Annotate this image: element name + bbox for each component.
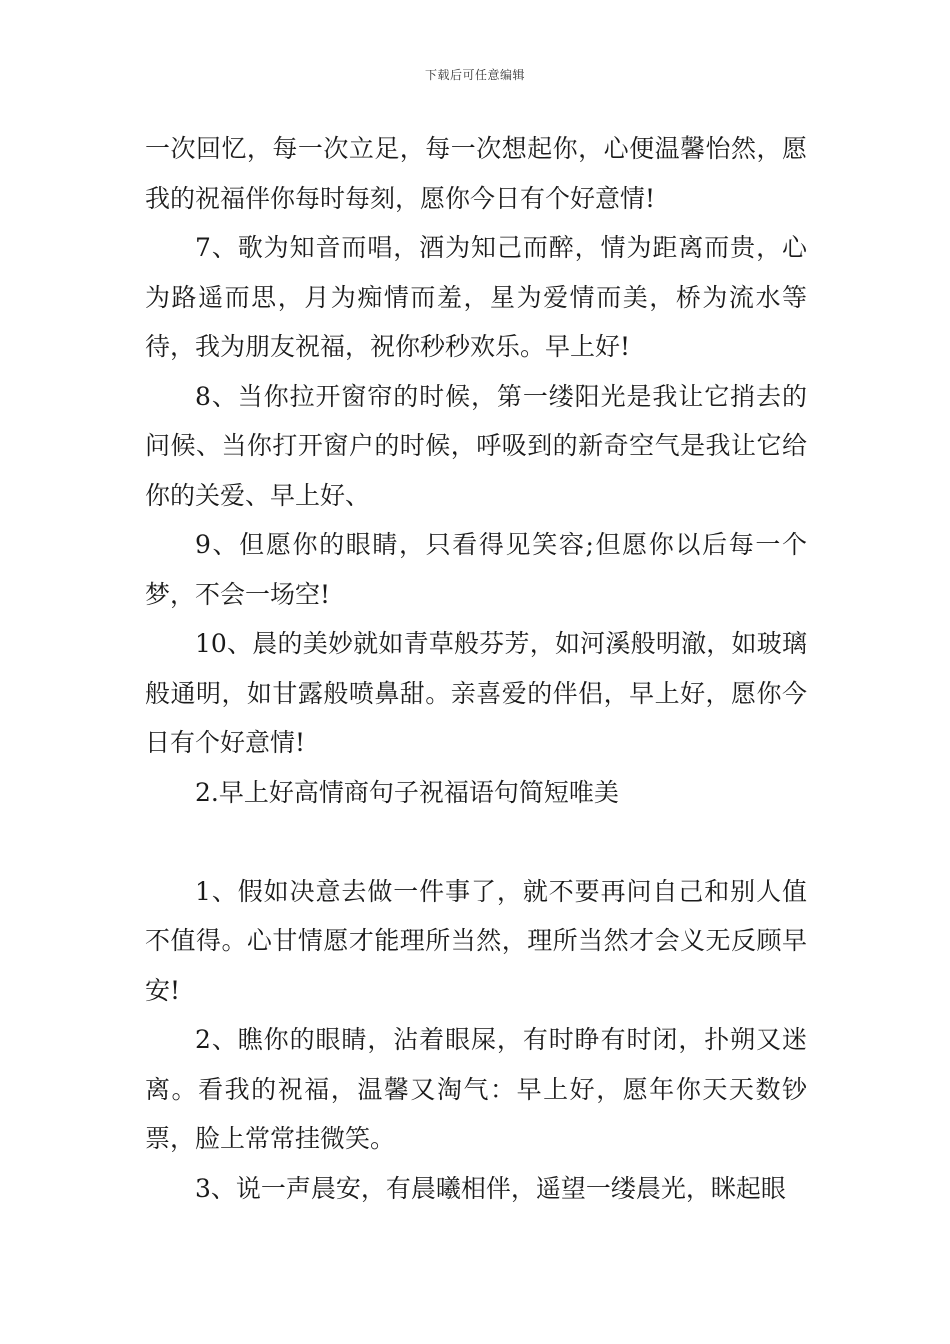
paragraph-item-7: 7、歌为知音而唱，酒为知己而醉，情为距离而贵，心为路遥而思，月为痴情而羞，星为爱情而美，桥为流水等待，我为朋友祝福，祝你秒秒欢乐。早上好! <box>145 233 807 361</box>
document-body <box>145 124 807 1213</box>
paragraph-continuation: 一次回忆，每一次立足，每一次想起你，心便温馨怡然，愿我的祝福伴你每时每刻，愿你今日有个好意情! <box>145 134 807 213</box>
paragraph-item-2: 2、瞧你的眼睛，沾着眼屎，有时睁有时闭，扑朔又迷离。看我的祝福，温馨又淘气：早上好，愿年你天天数钞票，脸上常常挂微笑。 <box>145 1025 807 1153</box>
paragraph-item-9: 9、但愿你的眼睛，只看得见笑容;但愿你以后每一个梦，不会一场空! <box>145 530 807 609</box>
paragraph-item-3: 3、说一声晨安，有晨曦相伴，遥望一缕晨光，眯起眼 <box>195 1173 786 1203</box>
paragraph-item-1: 1、假如决意去做一件事了，就不要再问自己和别人值不值得。心甘情愿才能理所当然，理所当然才会义无反顾早安! <box>145 876 807 1005</box>
page-header: 下载后可任意编辑 <box>424 68 525 82</box>
paragraph-item-10: 10、晨的美妙就如青草般芬芳，如河溪般明澈，如玻璃般通明，如甘露般喷鼻甜。亲喜爱的伴侣，早上好，愿你今日有个好意情! <box>145 629 807 757</box>
paragraph-item-8: 8、当你拉开窗帘的时候，第一缕阳光是我让它捎去的问候、当你打开窗户的时候，呼吸到的新奇空气是我让它给你的关爱、早上好、 <box>145 381 807 510</box>
section-heading: 2.早上好高情商句子祝福语句简短唯美 <box>195 777 619 807</box>
